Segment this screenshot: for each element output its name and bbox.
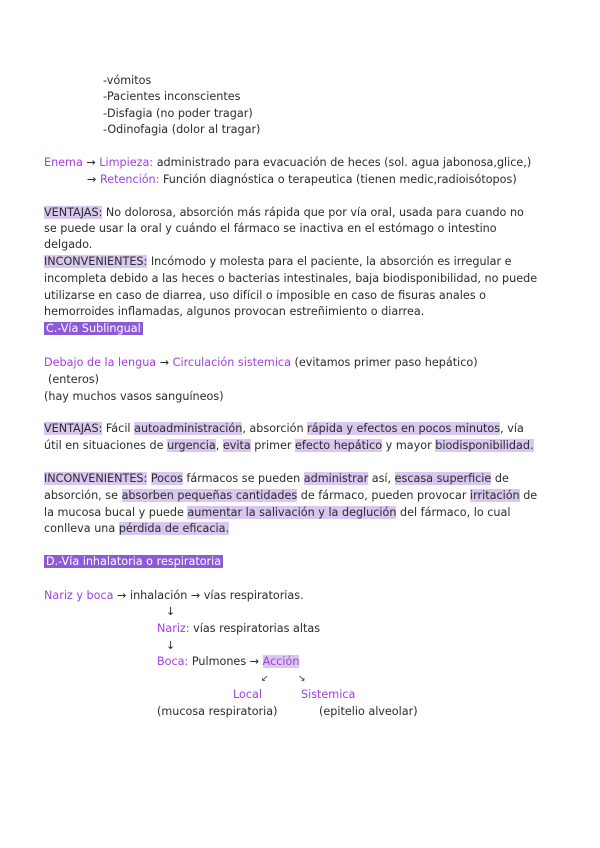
- debajo-lengua: Debajo de la lengua: [44, 356, 157, 369]
- highlight: autoadministración: [134, 422, 243, 435]
- highlight: escasa superficie: [394, 472, 492, 485]
- text: de: [491, 472, 509, 485]
- inconvenientes-label: INCONVENIENTES:: [44, 255, 148, 268]
- highlight: irritación: [469, 489, 520, 502]
- text: del fármaco, lo cual: [396, 506, 511, 519]
- limpieza-text: administrado para evacuación de heces (sol. agua jabonosa,glice,): [153, 156, 532, 169]
- highlight: administrar: [303, 472, 369, 485]
- rectal-inconv-line-3: utilizarse en caso de diarrea, uso difícil o imposible en caso de fisuras anales o: [44, 289, 486, 302]
- rectal-ventajas-line-1: [44, 205, 524, 220]
- rectal-inconv-line-4: hemorroides inflamadas, algunos provocan estreñimiento o diarrea.: [44, 305, 425, 318]
- section-heading-c: [44, 321, 143, 336]
- text: (evitamos primer paso hepático): [290, 356, 478, 369]
- text: la mucosa bucal y puede: [44, 506, 188, 519]
- arrow-down-right-icon: ↘: [298, 674, 306, 684]
- mucosa-respiratoria: (mucosa respiratoria): [157, 705, 278, 718]
- rectal-ventajas-line-3: delgado.: [44, 238, 93, 251]
- text: útil en situaciones de: [44, 439, 168, 452]
- text: de fármaco, pueden provocar: [297, 489, 470, 502]
- sub-inconv-line-1: [44, 471, 509, 486]
- arrow-down-left-icon: ↙: [261, 674, 269, 684]
- sub-inconv-line-3: [44, 505, 510, 520]
- text: , vía: [500, 422, 524, 435]
- highlight: aumentar la salivación y la deglución: [187, 506, 397, 519]
- sistemica-label: Sistemica: [301, 688, 356, 701]
- sub-ventajas-line-1: [44, 421, 524, 436]
- arrow: →: [156, 356, 173, 369]
- text: , absorción: [242, 422, 308, 435]
- enema-line-1: [44, 155, 531, 170]
- text: conlleva una: [44, 522, 119, 535]
- down-arrow-icon: ↓: [166, 605, 176, 618]
- arrow: →: [87, 173, 97, 186]
- sub-inconv-line-2: [44, 488, 537, 503]
- list-item-odinofagia: -Odinofagia (dolor al tragar): [103, 123, 261, 136]
- limpieza-label: Limpieza:: [99, 156, 154, 169]
- text: → inhalación → vías respiratorias.: [113, 589, 304, 602]
- nariz-boca: Nariz y boca: [44, 589, 114, 602]
- enema-term: Enema: [44, 156, 83, 169]
- highlight: pérdida de eficacia.: [118, 522, 230, 535]
- rectal-inconv-line-2: incompleta debido a las heces o bacterias intestinales, baja biodisponibilidad, no puede: [44, 272, 538, 285]
- highlight: biodisponibilidad.: [435, 439, 534, 452]
- text: Pulmones →: [188, 655, 263, 668]
- highlight: rápida y efectos en pocos minutos: [307, 422, 501, 435]
- sub-ventajas-line-2: [44, 438, 534, 453]
- rectal-inconv-line-1: [44, 254, 512, 269]
- text: Incómodo y molesta para el paciente, la absorción es irregular e: [147, 255, 512, 268]
- inhal-boca: [157, 654, 299, 669]
- highlight: efecto hepático: [295, 439, 383, 452]
- text: vías respiratorias altas: [189, 622, 321, 635]
- ventajas-label: VENTAJAS:: [44, 206, 103, 219]
- highlight: urgencia: [167, 439, 216, 452]
- list-item-disfagia: -Disfagia (no poder tragar): [103, 107, 253, 120]
- inhal-nariz: [157, 621, 320, 636]
- section-c-title: C.-Vía Sublingual: [46, 322, 141, 335]
- local-label: Local: [233, 688, 262, 701]
- section-heading-d: [44, 554, 223, 569]
- rectal-ventajas-line-2: se puede usar la oral y cuándo el fármaco se inactiva en el estómago o intestino: [44, 222, 497, 235]
- text: absorción, se: [44, 489, 122, 502]
- circulacion-sistemica: Circulación sistemica: [172, 356, 291, 369]
- text: No dolorosa, absorción más rápida que por vía oral, usada para cuando no: [102, 206, 524, 219]
- highlight: evita: [222, 439, 251, 452]
- section-d-title: D.-Vía inhalatoria o respiratoria: [46, 555, 222, 568]
- inhal-line-1: [44, 588, 304, 603]
- text: primer: [250, 439, 296, 452]
- sublingual-vasos: (hay muchos vasos sanguíneos): [44, 390, 224, 403]
- retencion-text: Función diagnóstica o terapeutica (tienen medic,radioisótopos): [159, 173, 517, 186]
- sublingual-enteros: (enteros): [48, 373, 99, 386]
- text: fármacos se pueden: [182, 472, 304, 485]
- text: de: [519, 489, 538, 502]
- ventajas-label: VENTAJAS:: [44, 422, 103, 435]
- text: Fácil: [102, 422, 135, 435]
- text: y mayor: [382, 439, 436, 452]
- epitelio-alveolar: (epitelio alveolar): [319, 705, 418, 718]
- list-item-vomitos: -vómitos: [103, 74, 152, 87]
- list-item-pacientes: -Pacientes inconscientes: [103, 90, 241, 103]
- text: ,: [215, 439, 223, 452]
- boca-label: Boca:: [157, 655, 189, 668]
- sublingual-line-1: [44, 355, 478, 370]
- highlight: absorben pequeñas cantidades: [121, 489, 298, 502]
- arrow: →: [86, 156, 96, 169]
- sub-inconv-line-4: [44, 521, 229, 536]
- highlight: Pocos: [150, 472, 183, 485]
- enema-line-2: [87, 172, 517, 187]
- accion: Acción: [262, 655, 300, 668]
- text: así,: [368, 472, 395, 485]
- down-arrow-icon: ↓: [166, 639, 176, 652]
- nariz-label: Nariz:: [157, 622, 190, 635]
- inconvenientes-label: INCONVENIENTES:: [44, 472, 148, 485]
- retencion-label: Retención:: [99, 173, 160, 186]
